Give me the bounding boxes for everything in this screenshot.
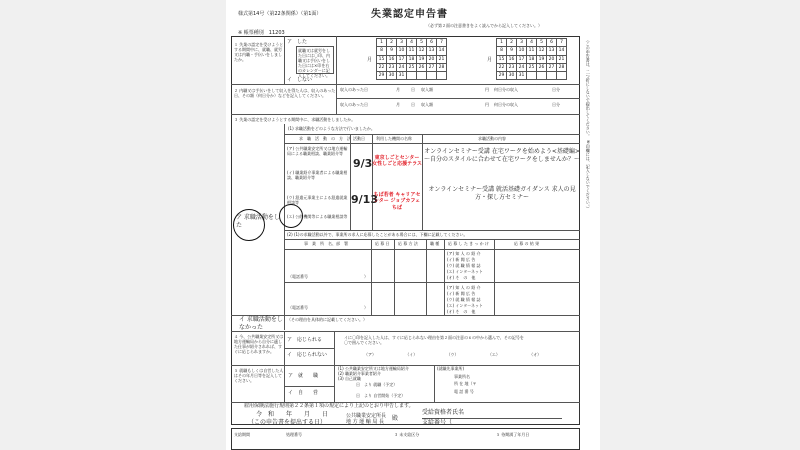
calendar-day-cell[interactable]	[417, 72, 427, 80]
activity-1-content: オンラインセミナー受講 在宅ワークを始めよう<基礎編>～自分のスタイルに合わせて在宅ワークをしませんか？～	[424, 148, 580, 163]
calendar-day-cell[interactable]: 10	[397, 47, 407, 55]
section4-note: イに〇印を記入した人は、すぐに応じられない理由を第２面の注意の６の中から選んで、その記号を〇で囲んでください。	[344, 335, 524, 345]
section4-option-i[interactable]: イ 応じられない	[287, 352, 328, 358]
section1-option-i[interactable]: イ しない	[287, 77, 313, 83]
section5-option-i[interactable]: イ 自 営	[288, 390, 319, 396]
section2-question: ２ 内職又は手伝いをして収入を得た人は、収入のあった日、その額（何日分か）などを記入してください。	[234, 88, 336, 98]
days-for-label-2: 何日分の収入	[494, 102, 518, 107]
col-result: 応 募 の 結 果	[514, 241, 540, 246]
calendar-day-cell[interactable]	[557, 72, 567, 80]
col-apply-date: 応 募 日	[375, 241, 390, 246]
activity-2-content: オンラインセミナー受講 就活基礎ガイダンス 求人の見方・探し方セミナー	[428, 186, 576, 201]
calendar-day-cell[interactable]: 13	[547, 47, 557, 55]
calendar-day-cell[interactable]	[427, 72, 437, 80]
received-day-label-2: 収入のあった日	[340, 102, 368, 107]
phone-label-1: （電話番号	[288, 274, 308, 279]
calendar-day-cell[interactable]	[437, 72, 447, 80]
method-b: (イ) 職業紹介事業者による職業相談、職業紹介等	[287, 170, 348, 180]
calendar-day-cell[interactable]: 26	[537, 63, 547, 71]
col-apply-method: 応 募 方 法	[398, 241, 418, 246]
activity-2-agency: ちば若者 キャリアセンター ジョブカフェちば	[373, 192, 421, 211]
calendar-day-cell[interactable]: 7	[437, 39, 447, 47]
calendar-day-cell[interactable]: 5	[537, 39, 547, 47]
calendar-day-cell[interactable]	[547, 72, 557, 80]
calendar-day-cell[interactable]: 17	[397, 55, 407, 63]
calendar-day-cell[interactable]: 21	[557, 55, 567, 63]
calendar-day-cell[interactable]: 13	[427, 47, 437, 55]
calendar-day-cell[interactable]: 19	[417, 55, 427, 63]
calendar-day-cell[interactable]: 2	[507, 39, 517, 47]
calendar-day-cell[interactable]: 19	[537, 55, 547, 63]
start-date-label-2: 日 より 自営開始（予定）	[356, 393, 406, 398]
section5-question: ５ 就職もしくは自営した人はその年月日等を記入してください。	[234, 368, 284, 383]
calendar-day-cell[interactable]: 26	[417, 63, 427, 71]
col-date: 活動日	[353, 136, 365, 141]
calendar-day-cell[interactable]: 9	[507, 47, 517, 55]
col-method: 求 職 活 動 の 方 法	[299, 136, 351, 141]
calendar-day-cell[interactable]: 23	[507, 63, 517, 71]
calendar-day-cell[interactable]: 10	[517, 47, 527, 55]
calendar-day-cell[interactable]: 14	[557, 47, 567, 55]
col-job: 職 種	[430, 241, 440, 246]
calendar-day-cell[interactable]: 4	[407, 39, 417, 47]
application-form: 様式第14号（第22条関係）（第1面） 失業認定申告書 （必ず第２面の注意書きをよく読んでから記入してください。） ※ 帳票種別 11203 １ 失業の認定を受けようとする期間中に、就職、就労又は内職・手伝いをしましたか。 ア した 就職又は就労をした日には〇印、内職又は手伝いをした日には×印を右のカレンダーに記入してください。 イ しない 月 1 2 3 4 5 6 7 8 9 10 11 12 13 14 15 16 17 18 19 20 21 22 23 24 25 26 27 28 29 30 31 月 1 2 3 4 5 6 7 8 9 10 11 12 13 14 15 16 17 18 19 20 21 22 23 24 25 26 27 28 29 30 31 ２ 内職又は手伝いをして収入を得た人は、収入のあった日、その額（何日分か）などを記入してください。 収入のあった日 月 日 収入額 円 何日分の収入 日分 収入のあった日 月 日 収入額 円 何日分の収入 日分 ３ 失業の認定を受けようとする期間中に、求職活動をしましたか。 (1) 求職活動をどのような方法で行いましたか。 求 職 活 動 の 方 法 活動日 利用した機関の名称 求職活動の内容 (ア) 公共職業安定所又は地方運輸局による職業相談、職業紹介等 (イ) 職業紹介事業者による職業相談、職業紹介等 (ウ) 派遣元事業主による派遣就業相談等 (エ) 公的機関等による職業相談等 9/3 東京しごとセンター 女性しごと応援テラス オンラインセミナー受講 在宅ワークを始めよう<基礎編>～自分のスタイルに合わせて在宅ワークをしませんか？～ 9/13 ちば若者 キャリアセンター ジョブカフェちば オンラインセミナー受講 就活基礎ガイダンス 求人の見方・探し方セミナー (2) (1)の求職活動以外で、事業所の求人に応募したことがある場合には、下欄に記載してください。 事 業 所 名、部 署 応 募 日 応 募 方 法 職 種 応 募 し た き っ か け 応 募 の 結 果 （電話番号 ） （電話番号 ） (ア) 知 人 の 紹 介 (イ) 新 聞 広 告 (ウ) 就 職 情 報 誌 (エ) インターネット (オ) そ の 他 (ア) 知 人 の 紹 介 (イ) 新 聞 広 告 (ウ) 就 職 情 報 誌 (エ) インターネット (オ) そ の 他 （その理由を具体的に記載してください。） ア 求職活動をした イ 求職活動をしなかった ４ 今、公共職業安定所又は地方運輸局から自分に適した仕事が紹介されれば、すぐに応じられますか。 ア 応じられる イ 応じられない イに〇印を記入した人は、すぐに応じられない理由を第２面の注意の６の中から選んで、その記号を〇で囲んでください。 （ア） （イ） （ウ） （エ） （オ） ５ 就職もしくは自営した人はその年月日等を記入してください。 ア 就 職 イ 自 営 (1) 公共職業安定所又は地方運輸局紹介 (2) 職業紹介事業者紹介 (3) 自己就職 日 より 就職（予定） 日 より 自営開始（予定） (就職先事業所) 事業所名 所 在 地（〒 電 話 番 号 雇用保険法施行規則第２２条第１項の規定により上記のとおり申告します。 令 和 年 月 日 （この申告書を提出する日） 公共職業安定所長 地 方 運 輸 局 長 殿 受給資格者氏名 支給番号（ 支給期間 処理番号 ３ 未支給区分 ５ 待期満了年月日 （この申告書は、二つ折にしないで提出してください。 ※印欄には、記入しないでください。）	[226, 0, 600, 450]
amount-label-2: 収入額	[421, 102, 433, 107]
col-trigger: 応 募 し た き っ か け	[448, 241, 489, 246]
calendar-day-cell[interactable]: 27	[547, 63, 557, 71]
form-note: （必ず第２面の注意書きをよく読んでから記入してください。）	[426, 23, 542, 28]
calendar-day-cell[interactable]: 9	[387, 47, 397, 55]
section3-option-did-not[interactable]: イ 求職活動をしなかった	[239, 316, 283, 331]
calendar-day-cell[interactable]: 24	[397, 63, 407, 71]
calendar-day-cell[interactable]: 5	[417, 39, 427, 47]
calendar-day-cell[interactable]: 15	[377, 55, 387, 63]
submit-date: 令 和 年 月 日	[256, 411, 329, 418]
location-label: 所 在 地（〒	[454, 381, 477, 386]
option-did-circle-mark	[233, 209, 265, 241]
calendar-day-cell[interactable]: 22	[497, 63, 507, 71]
col-company: 事 業 所 名、部 署	[304, 241, 348, 246]
calendar-day-cell[interactable]: 1	[497, 39, 507, 47]
section5-option-a[interactable]: ア 就 職	[288, 373, 319, 379]
section3-sub1: (1) 求職活動をどのような方法で行いましたか。	[288, 126, 375, 131]
calendar-day-cell[interactable]: 7	[557, 39, 567, 47]
calendar-day-cell[interactable]: 12	[417, 47, 427, 55]
calendar-day-cell[interactable]: 25	[527, 63, 537, 71]
calendar-day-cell[interactable]: 29	[497, 72, 507, 80]
col-agency: 利用した機関の名称	[376, 136, 412, 141]
calendar-day-cell[interactable]: 20	[547, 55, 557, 63]
calendar-day-cell[interactable]	[537, 72, 547, 80]
calendar-day-cell[interactable]: 15	[497, 55, 507, 63]
method-d: (エ) 公的機関等による職業相談等	[287, 214, 348, 219]
trigger-list-1: (ア) 知 人 の 紹 介 (イ) 新 聞 広 告 (ウ) 就 職 情 報 誌 (エ) インターネット (オ) そ の 他	[447, 251, 484, 280]
method-a: (ア) 公共職業安定所又は地方運輸局による職業相談、職業紹介等	[287, 146, 348, 156]
calendar-day-cell[interactable]	[527, 72, 537, 80]
section3-option-did[interactable]: ア 求職活動をした	[236, 214, 280, 229]
days-for-label-1: 何日分の収入	[494, 87, 518, 92]
employer-name-label: 事業所名	[454, 374, 470, 379]
calendar-day-cell[interactable]: 2	[387, 39, 397, 47]
section4-question: ４ 今、公共職業安定所又は地方運輸局から自分に適した仕事が紹介されれば、すぐに応じられますか。	[234, 334, 284, 354]
calendar-day-cell[interactable]: 16	[387, 55, 397, 63]
calendar-day-cell[interactable]: 16	[507, 55, 517, 63]
form-title: 失業認定申告書	[371, 9, 448, 20]
activity-2-date: 9/13	[351, 193, 378, 206]
calendar-day-cell[interactable]: 8	[497, 47, 507, 55]
calendar-month-2	[496, 38, 567, 80]
calendar-day-cell[interactable]: 28	[437, 63, 447, 71]
amount-label-1: 収入額	[421, 87, 433, 92]
calendar-day-cell[interactable]: 29	[377, 72, 387, 80]
calendar-day-cell[interactable]: 25	[407, 63, 417, 71]
calendar-day-cell[interactable]	[407, 72, 417, 80]
calendar-day-cell[interactable]: 20	[427, 55, 437, 63]
applicant-name-label[interactable]: 受給資格者氏名	[422, 409, 465, 416]
submit-date-note: （この申告書を提出する日）	[248, 419, 327, 426]
method-d-circle-mark	[279, 204, 303, 228]
received-day-label-1: 収入のあった日	[340, 87, 368, 92]
calendar-day-cell[interactable]: 3	[517, 39, 527, 47]
trigger-list-2: (ア) 知 人 の 紹 介 (イ) 新 聞 広 告 (ウ) 就 職 情 報 誌 (エ) インターネット (オ) そ の 他	[447, 285, 484, 314]
activity-1-agency: 東京しごとセンター 女性しごと応援テラス	[372, 155, 422, 168]
calendar-day-cell[interactable]: 6	[427, 39, 437, 47]
form-number: 様式第14号（第22条関係）（第1面）	[238, 11, 322, 17]
calendar-day-cell[interactable]: 1	[377, 39, 387, 47]
side-note: （この申告書は、二つ折にしないで提出してください。 ※印欄には、記入しないでください。）	[585, 38, 591, 211]
employer-phone-label: 電 話 番 号	[454, 389, 474, 394]
calendar-day-cell[interactable]: 14	[437, 47, 447, 55]
method-c: (ウ) 派遣元事業主による派遣就業相談等	[287, 195, 348, 205]
col-content: 求職活動の内容	[478, 136, 506, 141]
calendar-day-cell[interactable]: 31	[397, 72, 407, 80]
calendar-day-cell[interactable]: 17	[517, 55, 527, 63]
calendar-day-cell[interactable]: 21	[437, 55, 447, 63]
phone-label-2: （電話番号	[288, 305, 308, 310]
section3-sub2: (2) (1)の求職活動以外で、事業所の求人に応募したことがある場合には、下欄に記載してください。	[287, 232, 468, 237]
section1-option-a-note: 就職又は就労をした日には〇印、内職又は手伝いをした日には×印を右のカレンダーに記入してください。	[296, 46, 334, 74]
start-date-label: 日 より 就職（予定）	[356, 382, 398, 387]
section1-option-a[interactable]: ア した	[287, 39, 308, 45]
section4-option-a[interactable]: ア 応じられる	[287, 337, 323, 343]
calendar1-month-label: 月	[367, 57, 373, 63]
calendar-day-cell[interactable]: 28	[557, 63, 567, 71]
office-label-2: 地 方 運 輸 局 長	[346, 419, 384, 425]
calendar-day-cell[interactable]: 6	[547, 39, 557, 47]
calendar-day-cell[interactable]: 23	[387, 63, 397, 71]
calendar2-month-label: 月	[487, 57, 493, 63]
calendar-day-cell[interactable]: 12	[537, 47, 547, 55]
law-statement: 雇用保険法施行規則第２２条第１項の規定により上記のとおり申告します。	[244, 403, 414, 409]
calendar-day-cell[interactable]: 11	[527, 47, 537, 55]
activity-1-date: 9/3	[353, 157, 373, 170]
calendar-day-cell[interactable]: 18	[407, 55, 417, 63]
section4-choices: （ア） （イ） （ウ） （エ） （オ）	[364, 352, 542, 357]
calendar-day-cell[interactable]: 22	[377, 63, 387, 71]
section3-question: ３ 失業の認定を受けようとする期間中に、求職活動をしましたか。	[234, 117, 356, 122]
calendar-day-cell[interactable]: 8	[377, 47, 387, 55]
section1-question: １ 失業の認定を受けようとする期間中に、就職、就労又は内職・手伝いをしましたか。	[234, 42, 284, 62]
calendar-day-cell[interactable]: 3	[397, 39, 407, 47]
calendar-month-1	[376, 38, 447, 80]
payment-number-label[interactable]: 支給番号（	[422, 419, 453, 426]
no-activity-note: （その理由を具体的に記載してください。）	[287, 317, 367, 322]
calendar-day-cell[interactable]: 24	[517, 63, 527, 71]
calendar-day-cell[interactable]: 30	[507, 72, 517, 80]
calendar-day-cell[interactable]: 31	[517, 72, 527, 80]
calendar-day-cell[interactable]: 30	[387, 72, 397, 80]
calendar-day-cell[interactable]: 4	[527, 39, 537, 47]
office-label: 公共職業安定所長	[346, 413, 387, 419]
calendar-day-cell[interactable]: 18	[527, 55, 537, 63]
calendar-day-cell[interactable]: 27	[427, 63, 437, 71]
calendar-day-cell[interactable]: 11	[407, 47, 417, 55]
form-type: ※ 帳票種別 11203	[238, 30, 285, 36]
